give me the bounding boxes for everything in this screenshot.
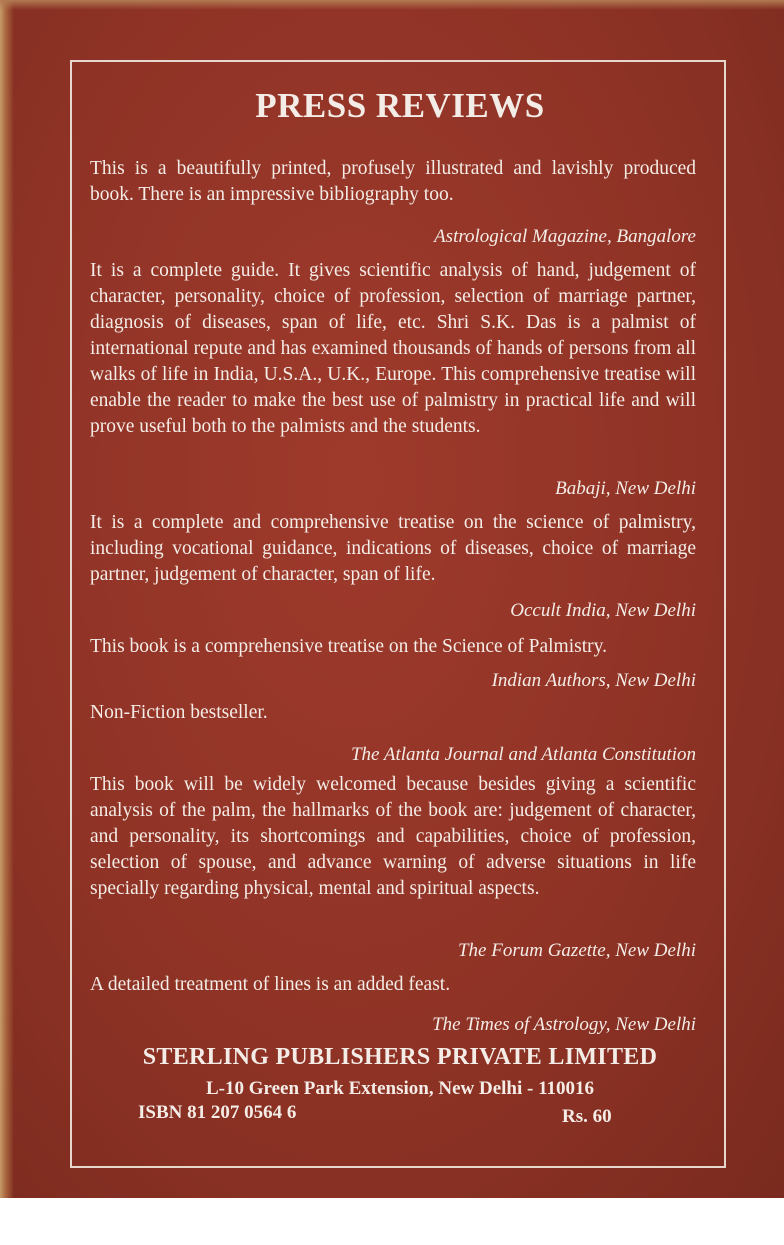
review-text-6: This book will be widely welcomed because besides giving a scientific analysis of the palm, the hallmarks of the book are: judgement of character, and personality, its shortcomings and capabilities, choice of profession, selection of spouse, and advance warning of adverse situations in life specially regarding physical, mental and spiritual aspects. (90, 774, 696, 899)
review-source-3: Occult India, New Delhi (510, 600, 696, 621)
review-source-6: The Forum Gazette, New Delhi (457, 940, 696, 961)
worn-top-edge (0, 0, 784, 10)
price-label: Rs. 60 (562, 1106, 612, 1127)
publisher-name: STERLING PUBLISHERS PRIVATE LIMITED (142, 1044, 658, 1070)
review-text-5: Non-Fiction bestseller. (90, 702, 268, 723)
review-text-1: This is a beautifully printed, profusely illustrated and lavishly produced book. There is an impressive bibliography too. (90, 158, 696, 205)
review-source-4: Indian Authors, New Delhi (491, 670, 696, 691)
page-title: PRESS REVIEWS (255, 86, 545, 125)
review-source-7: The Times of Astrology, New Delhi (432, 1014, 696, 1035)
review-source-1: Astrological Magazine, Bangalore (434, 226, 696, 247)
review-text-7: A detailed treatment of lines is an added feast. (90, 974, 451, 995)
worn-spine-edge (0, 0, 14, 1198)
publisher-address: L-10 Green Park Extension, New Delhi - 110016 (205, 1078, 595, 1099)
reviews-frame (70, 60, 726, 1168)
review-text-3: It is a complete and comprehensive treatise on the science of palmistry, including vocational guidance, indications of diseases, choice of marriage partner, judgement of character, span of life. (90, 512, 696, 585)
review-text-4: This book is a comprehensive treatise on the Science of Palmistry. (90, 636, 607, 657)
review-source-2: Babaji, New Delhi (555, 478, 696, 499)
review-text-2: It is a complete guide. It gives scientific analysis of hand, judgement of character, personality, choice of profession, selection of marriage partner, diagnosis of diseases, span of life, etc. Shri S.K. Das is a palmist of international repute and has examined thousands of hands of persons from all walks of life in India, U.S.A., U.K., Europe. This comprehensive treatise will enable the reader to make the best use of palmistry in practical life and will prove useful both to the palmists and the students. (90, 260, 696, 437)
isbn-number: ISBN 81 207 0564 6 (138, 1102, 297, 1123)
review-source-5: The Atlanta Journal and Atlanta Constitution (350, 744, 696, 765)
